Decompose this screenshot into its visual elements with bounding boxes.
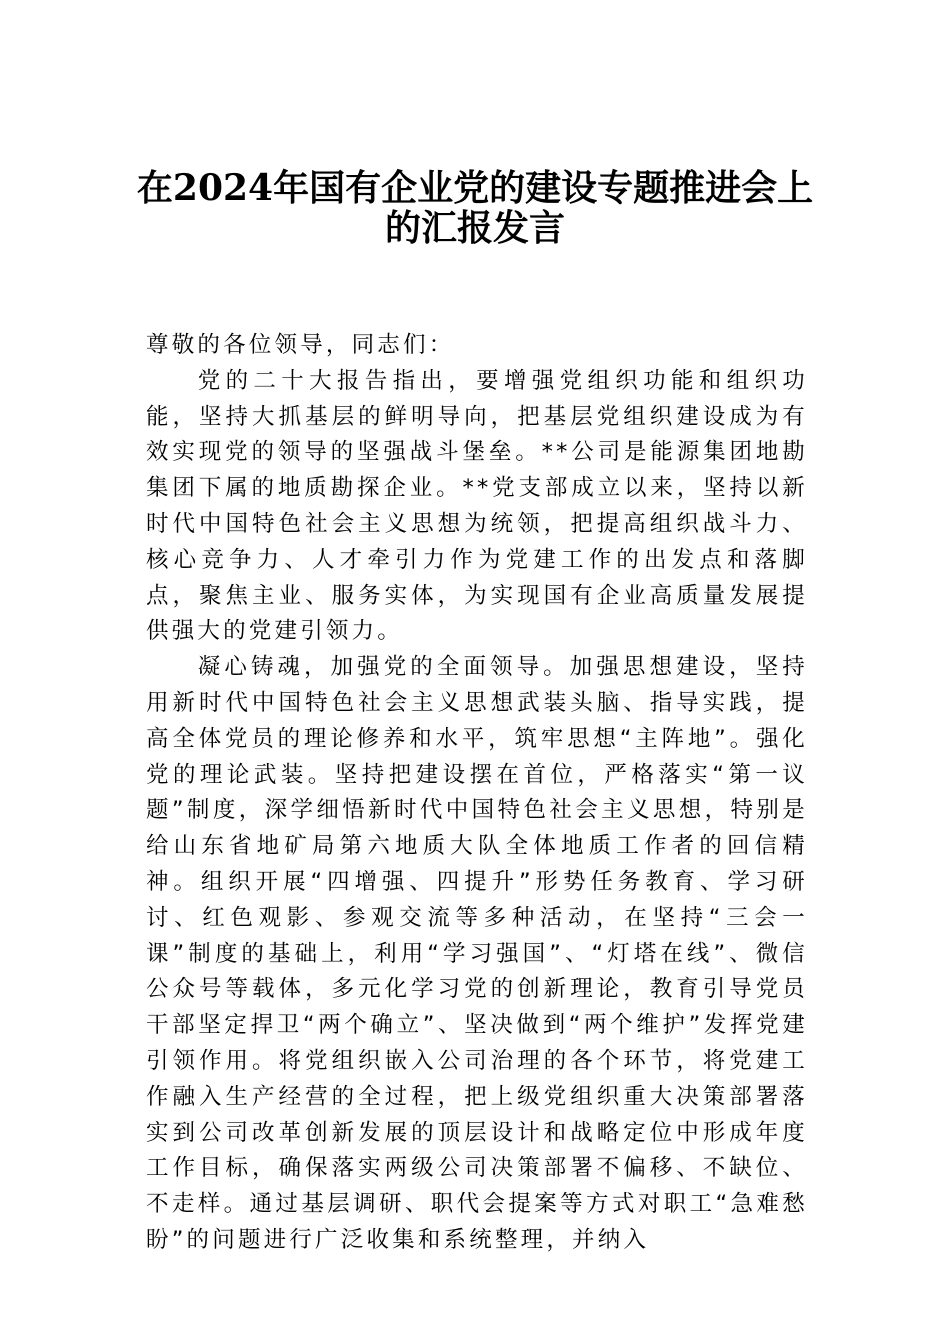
document-title-line-2: 的汇报发言 [384, 207, 565, 249]
paragraph-2: 凝心铸魂，加强党的全面领导。加强思想建设，坚持用新时代中国特色社会主义思想武装头脑、指导实践，提高全体党员的理论修养和水平，筑牢思想“主阵地”。强化党的理论武装。坚持把建设摆在首位，严格落实“第一议题”制度，深学细悟新时代中国特色社会主义思想，特别是给山东省地矿局第六地质大队全体地质工作者的回信精神。组织开展“四增强、四提升”形势任务教育、学习研讨、红色观影、参观交流等多种活动，在坚持“三会一课”制度的基础上，利用“学习强国”、“灯塔在线”、微信公众号等载体，多元化学习党的创新理论，教育引导党员干部坚定捍卫“两个确立”、坚决做到“两个维护”发挥党建引领作用。将党组织嵌入公司治理的各个环节，将党建工作融入生产经营的全过程，把上级党组织重大决策部署落实到公司改革创新发展的顶层设计和战略定位中形成年度工作目标，确保落实两级公司决策部署不偏移、不缺位、不走样。通过基层调研、职代会提案等方式对职工“急难愁盼”的问题进行广泛收集和系统整理，并纳入 [146, 654, 808, 1253]
document-title-line-1: 在2024年国有企业党的建设专题推进会上 [136, 167, 814, 209]
paragraph-1: 党的二十大报告指出，要增强党组织功能和组织功能，坚持大抓基层的鲜明导向，把基层党组织建设成为有效实现党的领导的坚强战斗堡垒。**公司是能源集团地勘集团下属的地质勘探企业。**党支部成立以来，坚持以新时代中国特色社会主义思想为统领，把提高组织战斗力、核心竞争力、人才牵引力作为党建工作的出发点和落脚点，聚焦主业、服务实体，为实现国有企业高质量发展提供强大的党建引领力。 [146, 367, 808, 645]
salutation: 尊敬的各位领导，同志们： [146, 332, 455, 358]
document-body [146, 328, 808, 1259]
